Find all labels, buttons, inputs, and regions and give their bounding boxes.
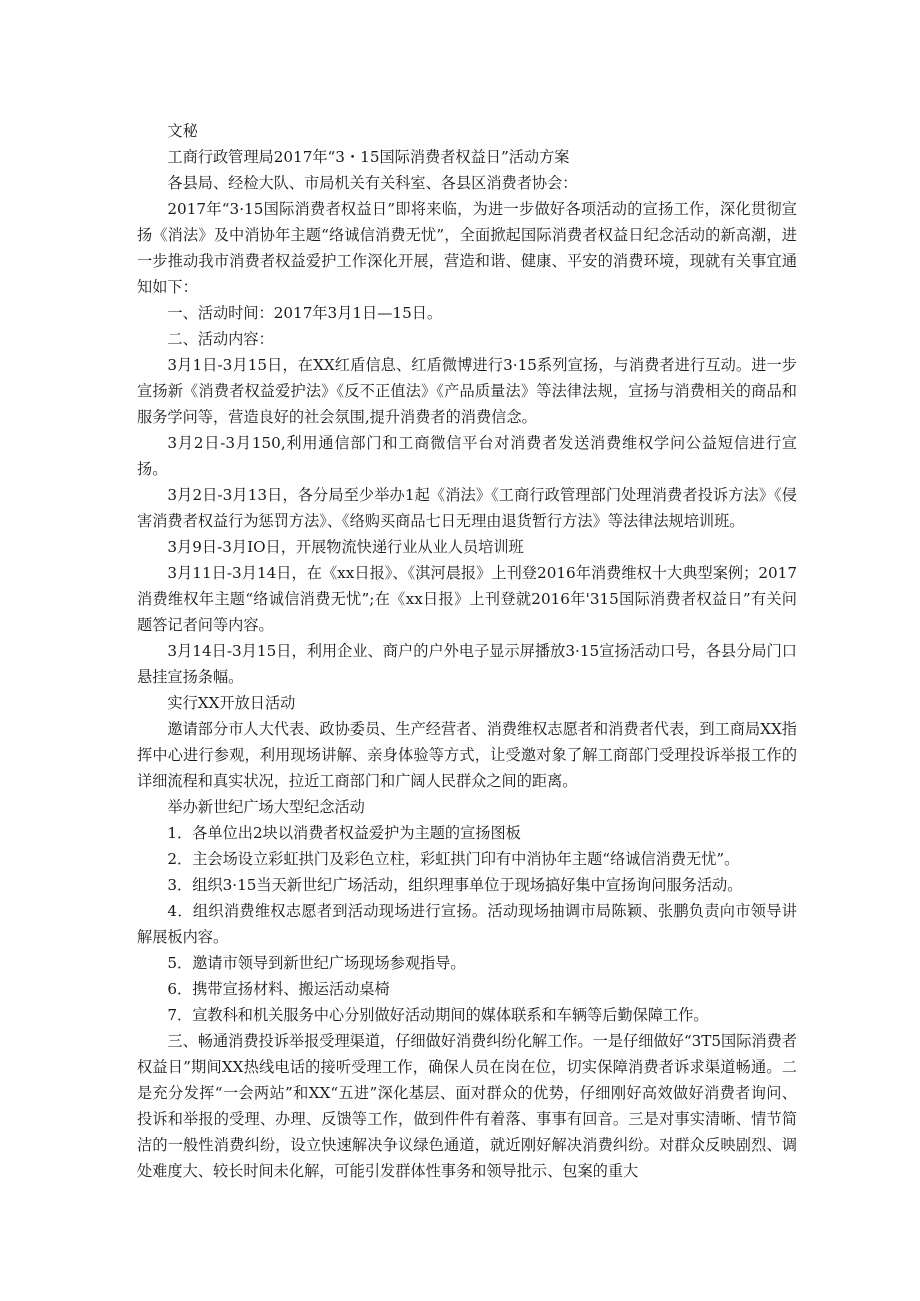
activity-paragraph: 3月1日-3月15日，在XX红盾信息、红盾微博进行3·15系列宣扬，与消费者进行互动。进一步宣扬新《消费者权益爱护法》《反不正值法》《产品质量法》等法律法规，宣扬与消费相关的商品和服务学问等，营造良好的社会氛围,提升消费者的消费信念。	[137, 356, 797, 426]
activity-paragraph: 3月14日-3月15日，利用企业、商户的户外电子显示屏播放3·15宣扬活动口号，各县分局门口悬挂宣扬条幅。	[137, 642, 797, 686]
intro-paragraph: 2017年“3·15国际消费者权益日”即将来临，为进一步做好各项活动的宣扬工作，深化贯彻宣扬《消法》及中消协年主题“络诚信消费无忧”，全面掀起国际消费者权益日纪念活动的新高潮，进一步推动我市消费者权益爱护工作深化开展，营造和谐、健康、平安的消费环境，现就有关事宜通知如下：	[137, 200, 797, 296]
document-title: 工商行政管理局2017年“3・15国际消费者权益日”活动方案	[167, 148, 570, 166]
plaza-list-item: 6．携带宣扬材料、搬运活动桌椅	[167, 980, 390, 998]
plaza-list-item: 1．各单位出2块以消费者权益爱护为主题的宣扬图板	[167, 824, 521, 842]
plaza-heading: 举办新世纪广场大型纪念活动	[167, 798, 365, 816]
plaza-list-item: 3．组织3·15当天新世纪广场活动，组织理事单位于现场搞好集中宣扬询问服务活动。	[167, 876, 743, 894]
activity-paragraph: 3月9日-3月IO日，开展物流快递行业从业人员培训班	[167, 538, 524, 556]
document-page	[137, 118, 797, 1184]
plaza-list-item: 2．主会场设立彩虹拱门及彩色立柱，彩虹拱门印有中消协年主题“络诚信消费无忧”。	[167, 850, 740, 868]
open-day-paragraph: 邀请部分市人大代表、政协委员、生产经营者、消费维权志愿者和消费者代表，到工商局XX指挥中心进行参观，利用现场讲解、亲身体验等方式，让受邀对象了解工商部门受理投诉举报工作的详细流程和真实状况，拉近工商部门和广阔人民群众之间的距离。	[137, 720, 797, 790]
section-1-time: 一、活动时间：2017年3月1日—15日。	[167, 304, 443, 322]
activity-paragraph: 3月2日-3月13日，各分局至少举办1起《消法》《工商行政管理部门处理消费者投诉方法》《侵害消费者权益行为惩罚方法》、《络购买商品七日无理由退货暂行方法》等法律法规培训班。	[137, 486, 797, 530]
activity-paragraph: 3月11日-3月14日，在《xx日报》、《淇河晨报》上刊登2016年消费维权十大典型案例；2017消费维权年主题“络诚信消费无忧”;在《xx日报》上刊登就2016年'315国际消费者权益日”有关问题答记者问等内容。	[137, 564, 797, 634]
activity-paragraph: 3月2日-3月150,利用通信部门和工商微信平台对消费者发送消费维权学问公益短信进行宣扬。	[137, 434, 797, 478]
header-label: 文秘	[167, 122, 198, 140]
section-2-heading: 二、活动内容：	[167, 330, 274, 348]
plaza-list-item: 5．邀请市领导到新世纪广场现场参观指导。	[167, 954, 466, 972]
plaza-list-item: 4．组织消费维权志愿者到活动现场进行宣扬。活动现场抽调市局陈颖、张鹏负责向市领导讲解展板内容。	[137, 902, 797, 946]
open-day-heading: 实行XX开放日活动	[167, 694, 296, 712]
salutation: 各县局、经检大队、市局机关有关科室、各县区消费者协会：	[167, 174, 578, 192]
plaza-list-item: 7．宣教科和机关服务中心分别做好活动期间的媒体联系和车辆等后勤保障工作。	[167, 1006, 709, 1024]
section-3-paragraph: 三、畅通消费投诉举报受理渠道，仔细做好消费纠纷化解工作。一是仔细做好“3T5国际消费者权益日”期间XX热线电话的接听受理工作，确保人员在岗在位，切实保障消费者诉求渠道畅通。二是充分发挥“一会两站”和XX“五进”深化基层、面对群众的优势，仔细刚好高效做好消费者询问、投诉和举报的受理、办理、反馈等工作，做到件件有着落、事事有回音。三是对事实清晰、情节简洁的一般性消费纠纷，设立快速解决争议绿色通道，就近刚好解决消费纠纷。对群众反映剧烈、调处难度大、较长时间未化解，可能引发群体性事务和领导批示、包案的重大	[137, 1032, 797, 1180]
